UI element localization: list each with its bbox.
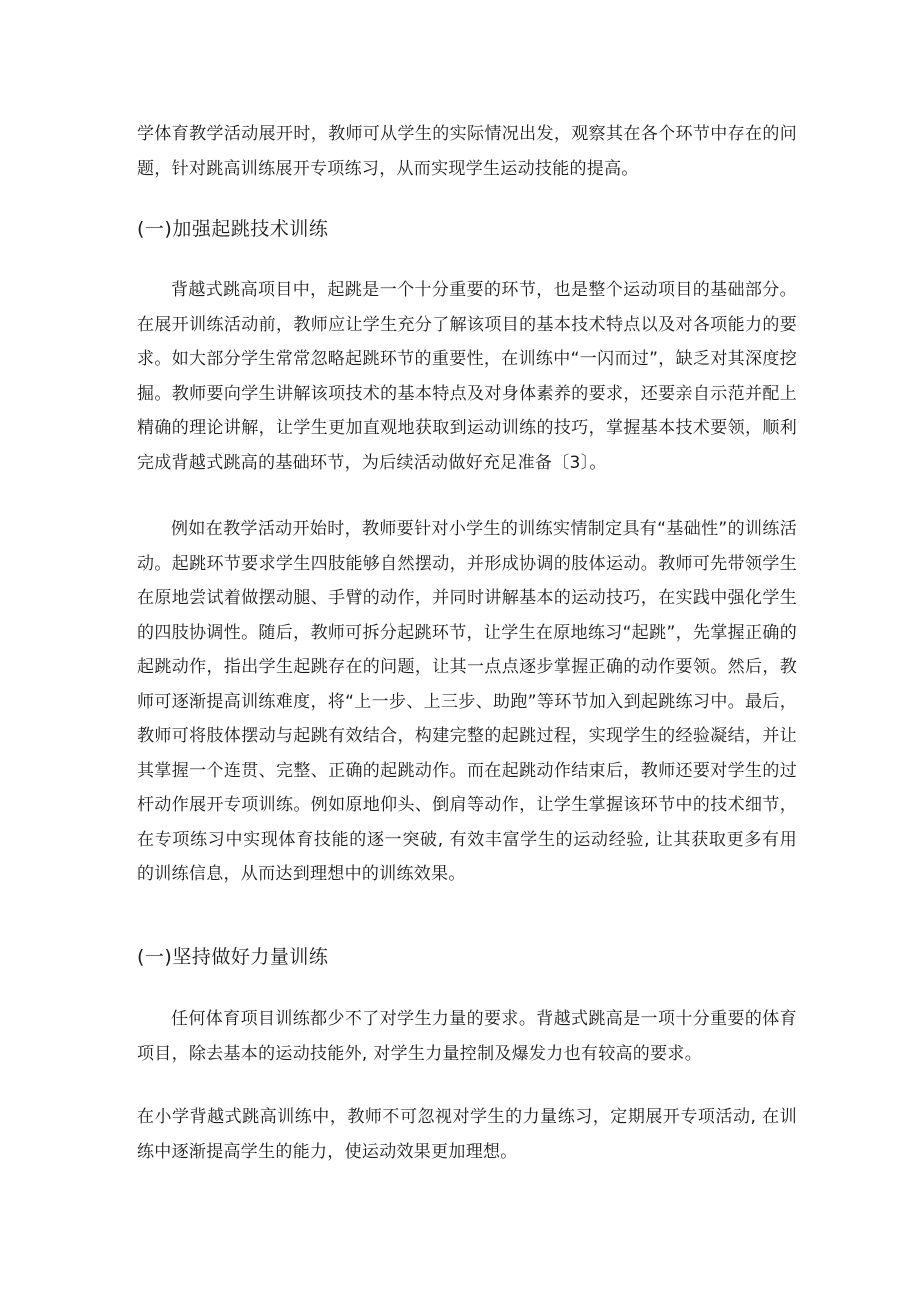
closing-paragraph: 在小学背越式跳高训练中，教师不可忽视对学生的力量练习，定期展开专项活动, 在训练中逐渐提高学生的能力，使运动效果更加理想。 xyxy=(137,1107,797,1162)
strength-paragraph: 任何体育项目训练都少不了对学生力量的要求。背越式跳高是一项十分重要的体育项目，除去基本的运动技能外, 对学生力量控制及爆发力也有较高的要求。 xyxy=(137,1009,797,1064)
section-heading-takeoff: (一)加强起跳技术训练 xyxy=(137,218,329,240)
intro-paragraph: 学体育教学活动展开时，教师可从学生的实际情况出发，观察其在各个环节中存在的问题，针对跳高训练展开专项练习，从而实现学生运动技能的提高。 xyxy=(137,124,797,179)
section-heading-strength: (一)坚持做好力量训练 xyxy=(137,946,329,968)
takeoff-paragraph: 背越式跳高项目中，起跳是一个十分重要的环节，也是整个运动项目的基础部分。在展开训练活动前，教师应让学生充分了解该项目的基本技术特点以及对各项能力的要求。如大部分学生常常忽略起跳环节的重要性，在训练中“一闪而过”，缺乏对其深度挖掘。教师要向学生讲解该项技术的基本特点及对身体素养的要求，还要亲自示范并配上精确的理论讲解，让学生更加直观地获取到运动训练的技巧，掌握基本技术要领，顺利完成背越式跳高的基础环节，为后续活动做好充足准备〔3〕。 xyxy=(137,280,797,473)
example-paragraph: 例如在教学活动开始时，教师要针对小学生的训练实情制定具有“基础性”的训练活动。起跳环节要求学生四肢能够自然摆动，并形成协调的肢体运动。教师可先带领学生在原地尝试着做摆动腿、手臂的动作，并同时讲解基本的运动技巧，在实践中强化学生的四肢协调性。随后，教师可拆分起跳环节，让学生在原地练习“起跳”，先掌握正确的起跳动作，指出学生起跳存在的问题，让其一点点逐步掌握正确的动作要领。然后，教师可逐渐提高训练难度，将“上一步、上三步、助跑”等环节加入到起跳练习中。最后，教师可将肢体摆动与起跳有效结合，构建完整的起跳过程，实现学生的经验凝结，并让其掌握一个连贯、完整、正确的起跳动作。而在起跳动作结束后，教师还要对学生的过杆动作展开专项训练。例如原地仰头、倒肩等动作，让学生掌握该环节中的技术细节，在专项练习中实现体育技能的逐一突破, 有效丰富学生的运动经验, 让其获取更多有用的训练信息，从而达到理想中的训练效果。 xyxy=(137,519,797,884)
